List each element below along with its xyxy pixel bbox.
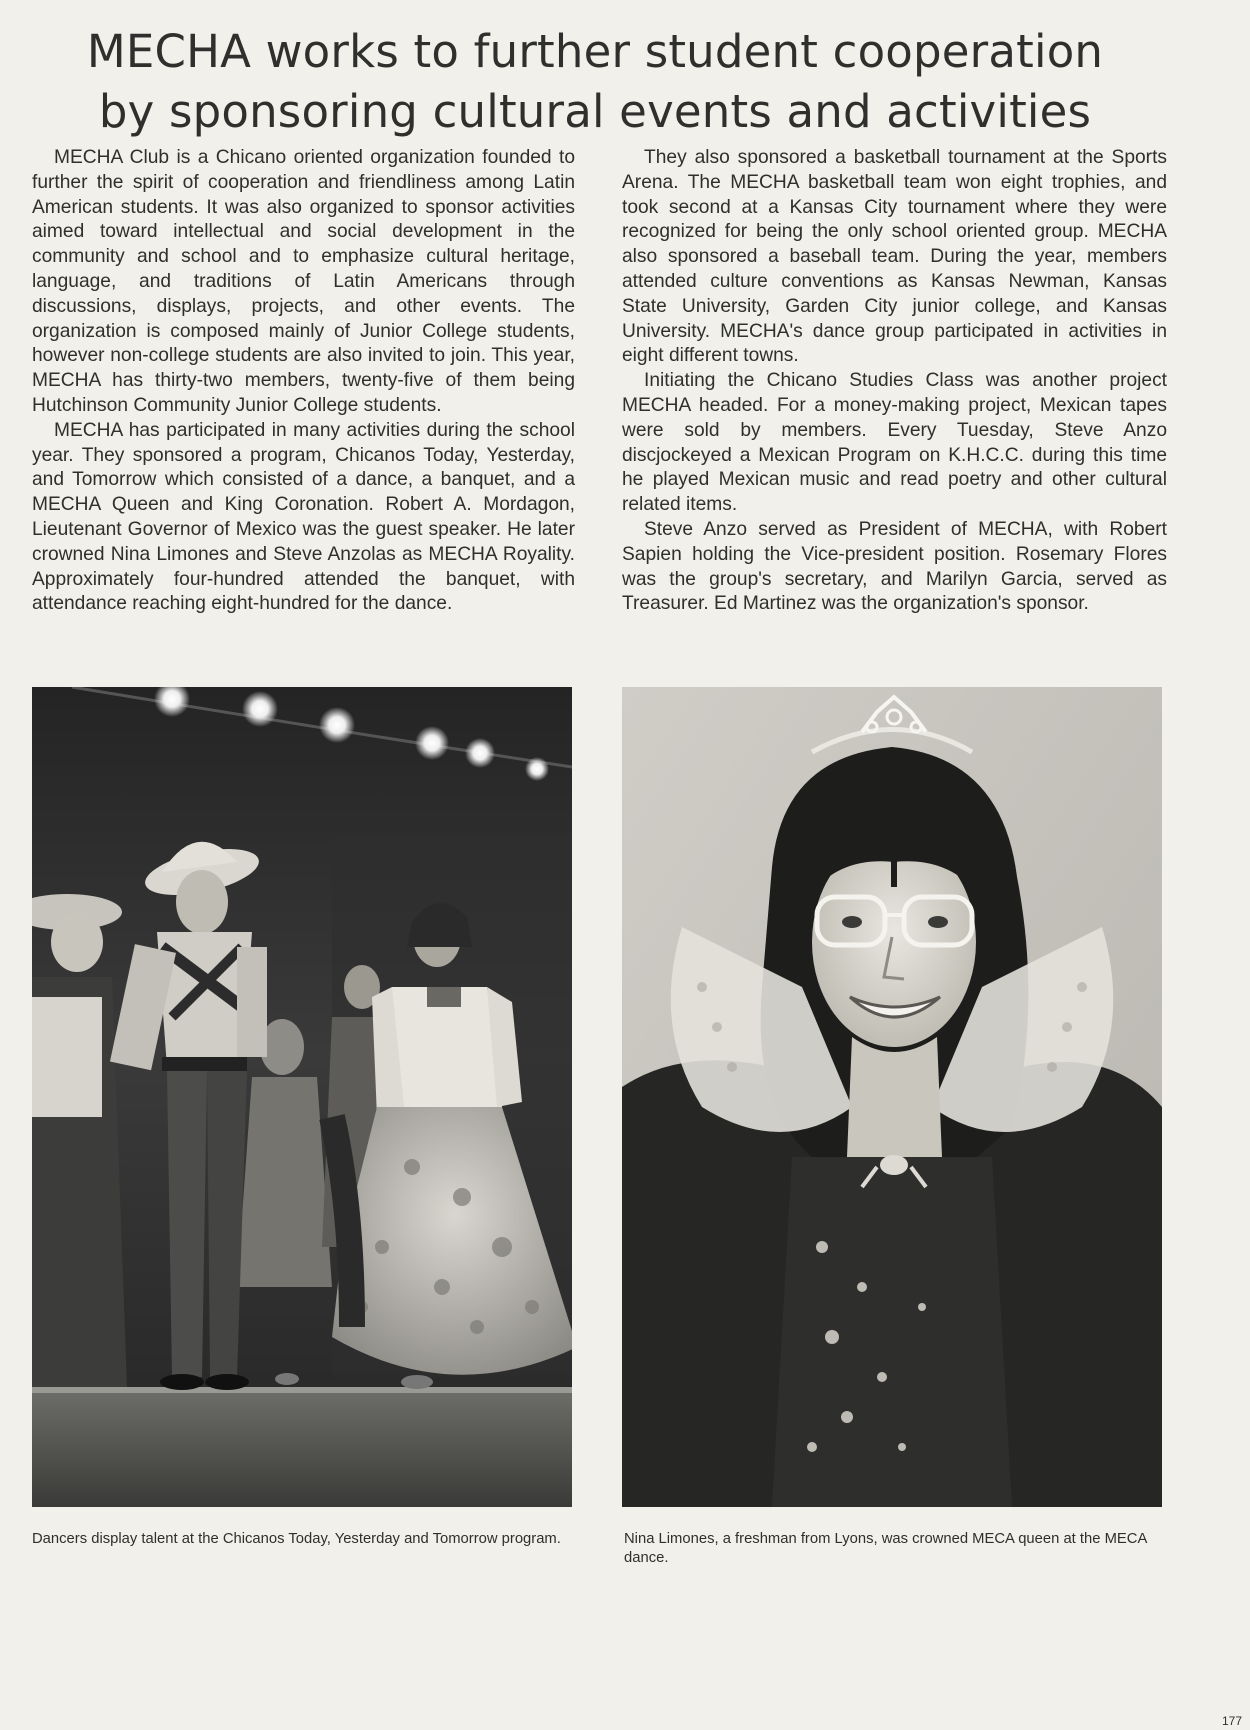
- dancers-photo-caption: Dancers display talent at the Chicanos Today, Yesterday and Tomorrow program.: [32, 1531, 561, 1547]
- dancers-photo: [32, 687, 572, 1507]
- article-column-right: [622, 146, 1167, 617]
- paragraph: Initiating the Chicano Studies Class was another project MECHA headed. For a money-making project, Mexican tapes were sold by members. Every Tuesday, Steve Anzo discjockeyed a Mexican Program on K.H.C.C. during this time he played Mexican music and read poetry and other cultural related items.: [622, 370, 1167, 516]
- headline-line-1: MECHA works to further student cooperation: [86, 25, 1104, 78]
- queen-portrait-photo: [622, 687, 1162, 1507]
- paragraph: MECHA has participated in many activities during the school year. They sponsored a program, Chicanos Today, Yesterday, and Tomorrow which consisted of a dance, a banquet, and a MECHA Queen and King Coronation. Robert A. Mordagon, Lieutenant Governor of Mexico was the guest speaker. He later crowned Nina Limones and Steve Anzolas as MECHA Royality. Approximately four-hundred attended the banquet, with attendance reaching eight-hundred for the dance.: [32, 419, 575, 615]
- paragraph: They also sponsored a basketball tournament at the Sports Arena. The MECHA basketball team won eight trophies, and took second at a Kansas City tournament where they were recognized for being the only school oriented group. MECHA also sponsored a baseball team. During the year, members attended culture conventions as Kansas Newman, Kansas State University, Garden City junior college, and Kansas University. MECHA's dance group participated in activities in eight different towns.: [622, 147, 1167, 367]
- page-number: 177: [1221, 1714, 1242, 1728]
- queen-photo-caption: Nina Limones, a freshman from Lyons, was crowned MECA queen at the MECA dance.: [624, 1531, 1147, 1566]
- article-column-left: [32, 146, 575, 617]
- paragraph: Steve Anzo served as President of MECHA, with Robert Sapien holding the Vice-president position. Rosemary Flores was the group's secretary, and Marilyn Garcia, served as Treasurer. Ed Martinez was the organization's sponsor.: [622, 518, 1167, 615]
- headline-line-2: by sponsoring cultural events and activities: [98, 85, 1092, 138]
- headline: [40, 22, 1150, 142]
- paragraph: MECHA Club is a Chicano oriented organization founded to further the spirit of cooperation and friendliness among Latin American students. It was also organized to sponsor activities aimed toward intellectual and social development in the community and school and to emphasize cultural heritage, language, and traditions of Latin Americans through discussions, displays, projects, and other events. The organization is composed mainly of Junior College students, however non-college students are also invited to join. This year, MECHA has thirty-two members, twenty-five of them being Hutchinson Community Junior College students.: [32, 147, 575, 416]
